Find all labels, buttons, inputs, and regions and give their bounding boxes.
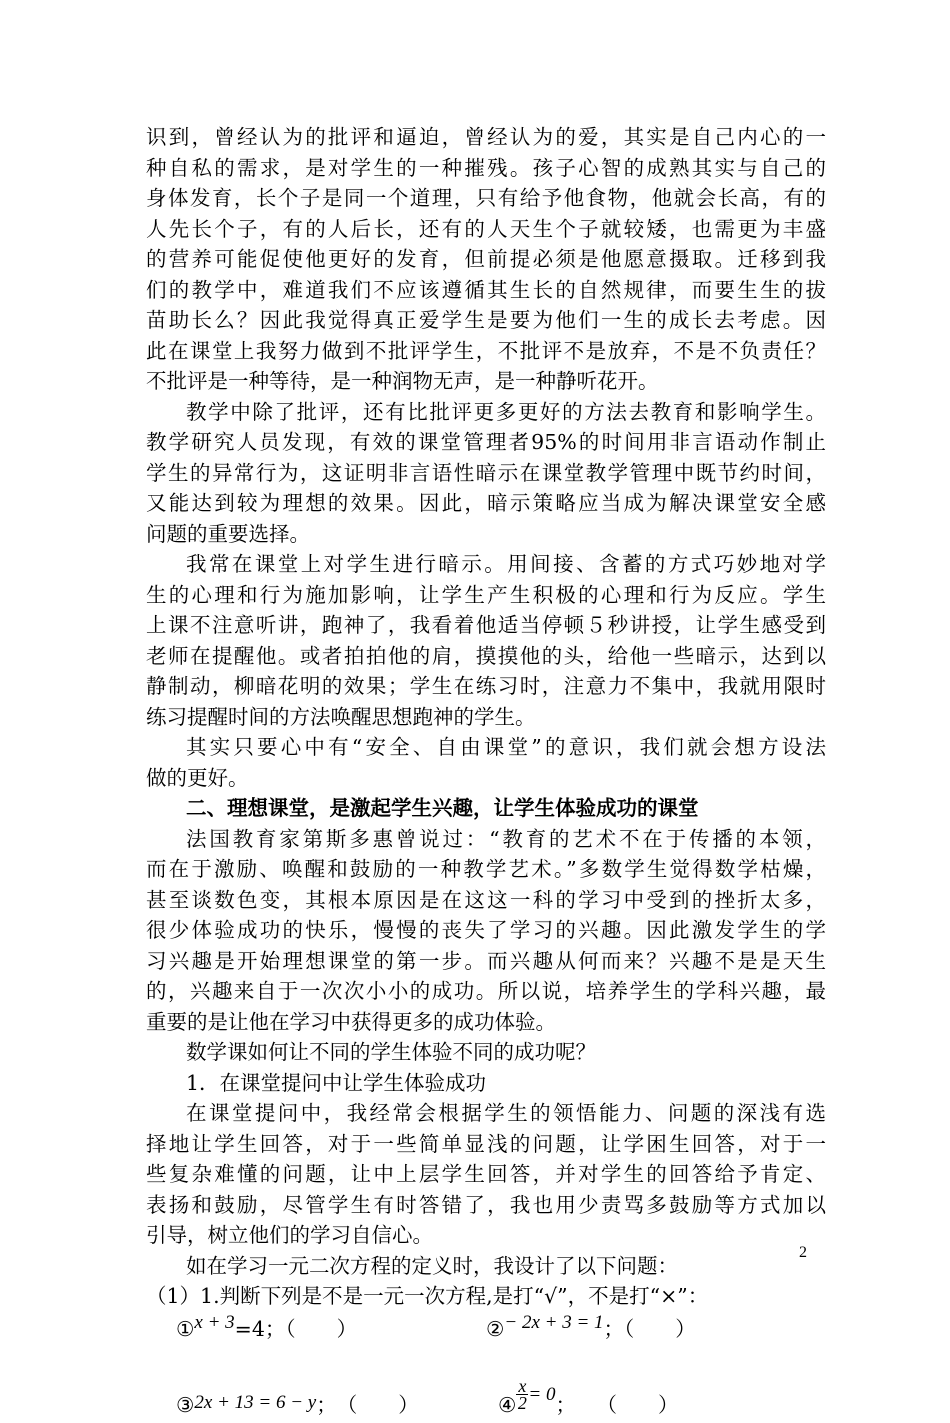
page-body [146, 122, 826, 1419]
text-line: 教学研究人员发现，有效的课堂管理者95%的时间用非言语动作制止 [146, 430, 826, 454]
exercise-marker: ① [176, 1316, 195, 1341]
text-line: 的，兴趣来自于一次次小小的成功。所以说，培养学生的学科兴趣，最 [146, 979, 826, 1003]
text-line: 问题的重要选择。 [146, 521, 310, 546]
text-line: 识到，曾经认为的批评和逼迫，曾经认为的爱，其实是自己内心的一 [146, 125, 826, 149]
paragraph-4 [146, 732, 826, 793]
equation: x + 3 [194, 1311, 235, 1333]
text-line: 学生的异常行为，这证明非言语性暗示在课堂教学管理中既节约时间， [146, 460, 826, 485]
text-line: 法国教育家第斯多惠曾说过：“教育的艺术不在于传播的本领， [186, 826, 826, 851]
text-line: 人先长个子，有的人后长，还有的人天生个子就较矮，也需更为丰盛 [146, 216, 826, 241]
text-line: 习兴趣是开始理想课堂的第一步。而兴趣从何而来？兴趣不是是天生 [146, 948, 826, 973]
fraction [516, 1378, 528, 1411]
exercise-3 [176, 1388, 419, 1418]
text-line: 表扬和鼓励，尽管学生有时答错了，我也用少责骂多鼓励等方式加以 [146, 1192, 826, 1217]
answer-blank: =4；（ ） [234, 1316, 358, 1341]
section-heading: 二、理想课堂，是激起学生兴趣，让学生体验成功的课堂 [186, 796, 699, 820]
text-line: 不批评是一种等待，是一种润物无声，是一种静听花开。 [146, 369, 659, 393]
text-line: 甚至谈数色变，其根本原因是在这这一科的学习中受到的挫折太多， [146, 887, 826, 912]
paragraph-6: 数学课如何让不同的学生体验不同的成功呢？ [186, 1040, 596, 1064]
fraction-numerator: x [518, 1376, 527, 1396]
text-line: 做的更好。 [146, 765, 249, 790]
text-line: 苗助长么？因此我觉得真正爱学生是要为他们一生的成长去考虑。因 [146, 308, 826, 332]
equation: 2x + 13 = 6 − y [194, 1392, 317, 1413]
text-line: 教学中除了批评，还有比批评更多更好的方法去教育和影响学生。 [186, 399, 826, 424]
exercise-marker: ③ [176, 1393, 195, 1417]
subsection-heading: 1．在课堂提问中让学生体验成功 [186, 1070, 487, 1095]
exercise-spacer [146, 1342, 826, 1388]
page-number: 2 [799, 1244, 807, 1261]
answer-blank: ； （ ） [316, 1393, 419, 1417]
exercise-marker: ④ [498, 1393, 517, 1417]
text-line: 在课堂提问中，我经常会根据学生的领悟能力、问题的深浅有选 [186, 1101, 826, 1125]
text-line: 种自私的需求，是对学生的一种摧残。孩子心智的成熟其实与自己的 [146, 155, 826, 180]
exercise-row-2 [146, 1376, 826, 1419]
exercise-row-1 [146, 1312, 826, 1343]
text-line: 上课不注意听讲，跑神了，我看着他适当停顿５秒讲授，让学生感受到 [146, 613, 826, 637]
exercise-marker: ② [486, 1316, 505, 1341]
exercise-prompt: （1）1.判断下列是不是一元一次方程,是打“√”，不是打“×”： [146, 1284, 709, 1308]
exercise-1 [176, 1312, 357, 1342]
equation: = 0 [528, 1384, 556, 1405]
answer-blank: ；（ ） [603, 1316, 696, 1341]
answer-blank: ； （ ） [555, 1393, 679, 1417]
text-line: 其实只要心中有“安全、自由课堂”的意识，我们就会想方设法 [186, 735, 826, 759]
text-line: 又能达到较为理想的效果。因此，暗示策略应当成为解决课堂安全感 [146, 491, 826, 515]
text-line: 些复杂难懂的问题，让中上层学生回答，并对学生的回答给予肯定、 [146, 1162, 826, 1186]
paragraph-9: 如在学习一元二次方程的定义时，我设计了以下问题： [186, 1253, 678, 1278]
paragraph-2 [146, 397, 826, 550]
text-line: 很少体验成功的快乐，慢慢的丧失了学习的兴趣。因此激发学生的学 [146, 918, 826, 942]
text-line: 重要的是让他在学习中获得更多的成功体验。 [146, 1009, 556, 1034]
text-line: 而在于激励、唤醒和鼓励的一种教学艺术。”多数学生觉得数学枯燥， [146, 857, 826, 881]
exercise-4 [498, 1376, 679, 1423]
text-line: 择地让学生回答，对于一些简单显浅的问题，让学困生回答，对于一 [146, 1131, 826, 1156]
text-line: 静制动，柳暗花明的效果；学生在练习时，注意力不集中，我就用限时 [146, 674, 826, 698]
equation: − 2x + 3 = 1 [504, 1311, 604, 1333]
text-line: 身体发育，长个子是同一个道理，只有给予他食物，他就会长高，有的 [146, 186, 826, 210]
text-line: 的营养可能促使他更好的发育，但前提必须是他愿意摄取。迁移到我 [146, 247, 826, 271]
paragraph-8 [146, 1098, 826, 1251]
text-line: 们的教学中，难道我们不应该遵循其生长的自然规律，而要生生的拔 [146, 277, 826, 302]
text-line: 引导，树立他们的学习自信心。 [146, 1223, 433, 1247]
paragraph-1 [146, 122, 826, 397]
paragraph-3 [146, 549, 826, 732]
text-line: 老师在提醒他。或者拍拍他的肩，摸摸他的头，给他一些暗示，达到以 [146, 643, 826, 668]
paragraph-5 [146, 824, 826, 1038]
text-line: 生的心理和行为施加影响，让学生产生积极的心理和行为反应。学生 [146, 582, 826, 607]
text-line: 我常在课堂上对学生进行暗示。用间接、含蓄的方式巧妙地对学 [186, 552, 826, 576]
exercise-2 [486, 1312, 696, 1342]
text-line: 练习提醒时间的方法唤醒思想跑神的学生。 [146, 704, 536, 729]
fraction-denominator: 2 [517, 1393, 527, 1413]
text-line: 此在课堂上我努力做到不批评学生，不批评不是放弃，不是不负责任？ [146, 338, 826, 363]
